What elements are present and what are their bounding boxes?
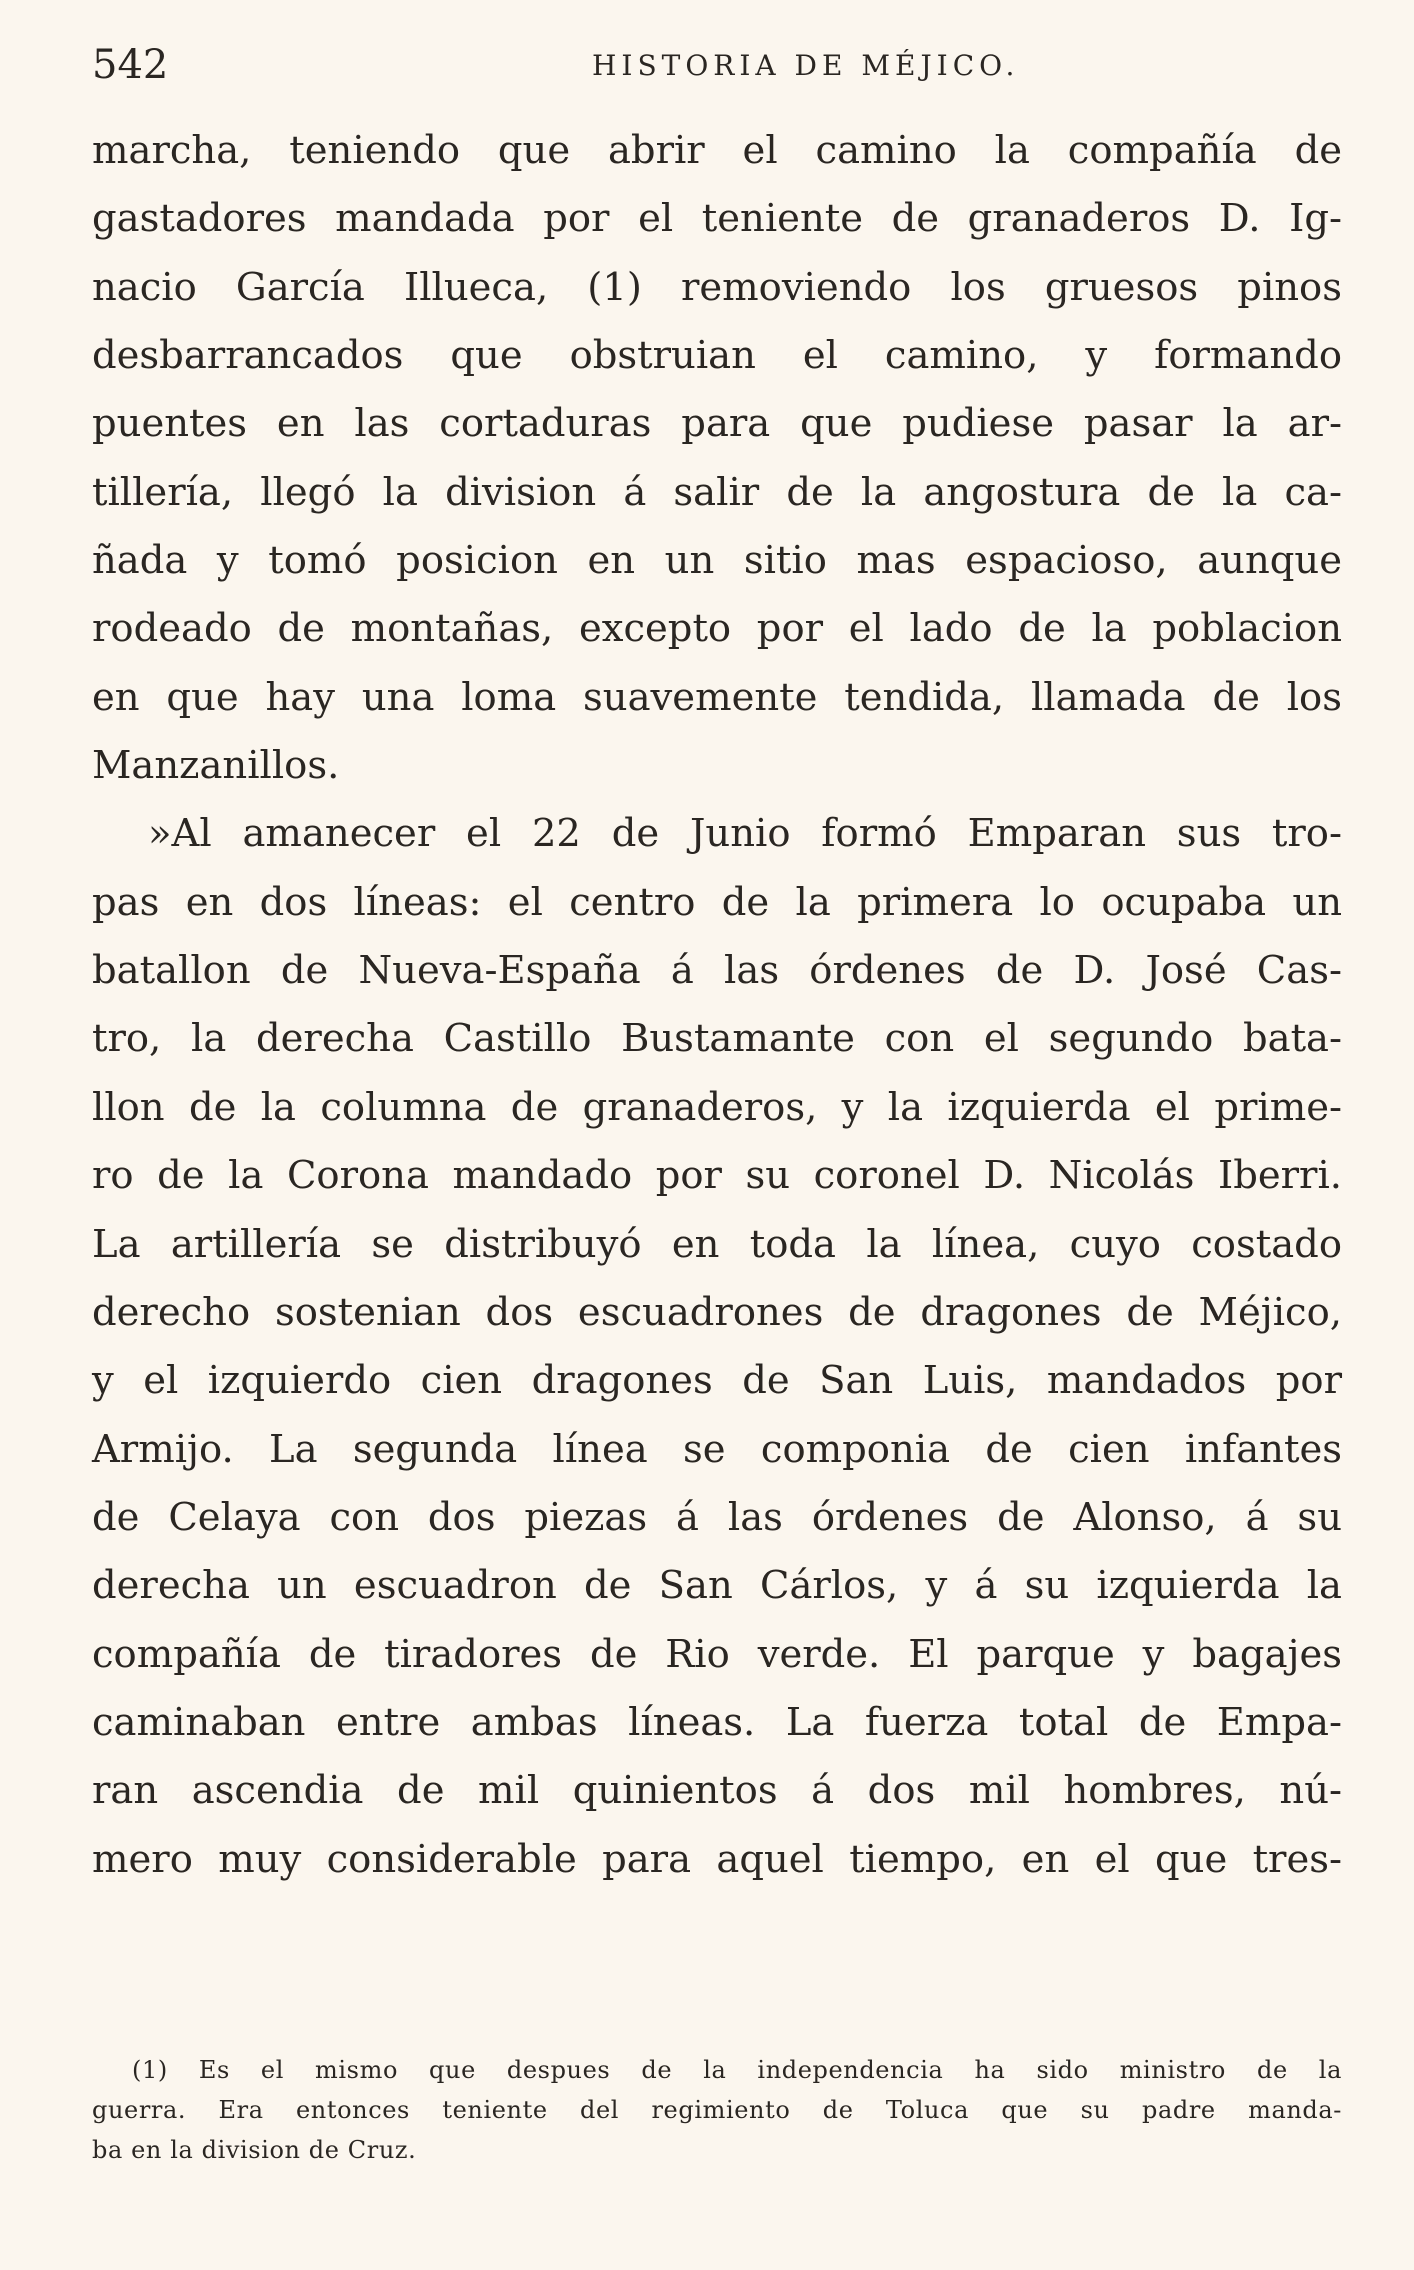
text-line: desbarrancados que obstruian el camino, y formando	[92, 333, 1342, 379]
text-line: Manzanillos.	[92, 743, 340, 789]
body-text	[92, 117, 1342, 1894]
text-line: rodeado de montañas, excepto por el lado de la poblacion	[92, 606, 1342, 652]
text-line: ro de la Corona mandado por su coronel D. Nicolás Iberri.	[92, 1153, 1342, 1199]
text-line: derecha un escuadron de San Cárlos, y á su izquierda la	[92, 1563, 1342, 1609]
text-line: de Celaya con dos piezas á las órdenes de Alonso, á su	[92, 1494, 1342, 1540]
text-line: y el izquierdo cien dragones de San Luis, mandados por	[92, 1358, 1342, 1404]
text-line: derecho sostenian dos escuadrones de dragones de Méjico,	[92, 1289, 1342, 1335]
text-line: llon de la columna de granaderos, y la izquierda el prime-	[92, 1084, 1342, 1130]
text-line: mero muy considerable para aquel tiempo, en el que tres-	[92, 1836, 1342, 1882]
text-line: compañía de tiradores de Rio verde. El parque y bagajes	[92, 1631, 1342, 1677]
text-line: La artillería se distribuyó en toda la línea, cuyo costado	[92, 1221, 1342, 1267]
text-line: gastadores mandada por el teniente de granaderos D. Ig-	[92, 196, 1342, 242]
text-line: pas en dos líneas: el centro de la primera lo ocupaba un	[92, 879, 1342, 925]
text-line: batallon de Nueva-España á las órdenes de D. José Cas-	[92, 948, 1342, 994]
footnotes	[92, 2050, 1342, 2170]
text-line: en que hay una loma suavemente tendida, llamada de los	[92, 674, 1342, 720]
footnote-line: guerra. Era entonces teniente del regimiento de Toluca que su padre manda-	[92, 2096, 1342, 2124]
running-title: HISTORIA DE MÉJICO.	[592, 49, 1020, 82]
text-line: tro, la derecha Castillo Bustamante con el segundo bata-	[92, 1016, 1342, 1062]
text-line: ran ascendia de mil quinientos á dos mil hombres, nú-	[92, 1768, 1342, 1814]
text-line: puentes en las cortaduras para que pudiese pasar la ar-	[92, 401, 1342, 447]
footnote-line: (1) Es el mismo que despues de la independencia ha sido ministro de la	[132, 2056, 1342, 2084]
text-line: tillería, llegó la division á salir de la angostura de la ca-	[92, 469, 1342, 515]
text-line: ñada y tomó posicion en un sitio mas espacioso, aunque	[92, 538, 1342, 584]
text-line: caminaban entre ambas líneas. La fuerza total de Empa-	[92, 1699, 1342, 1745]
page-header	[92, 40, 1342, 90]
page-number: 542	[92, 42, 169, 88]
text-line: nacio García Illueca, (1) removiendo los gruesos pinos	[92, 264, 1342, 310]
footnote-line: ba en la division de Cruz.	[92, 2136, 417, 2164]
text-line: Armijo. La segunda línea se componia de cien infantes	[92, 1426, 1342, 1472]
text-line: »Al amanecer el 22 de Junio formó Emparan sus tro-	[148, 811, 1342, 857]
text-line: marcha, teniendo que abrir el camino la compañía de	[92, 128, 1342, 173]
